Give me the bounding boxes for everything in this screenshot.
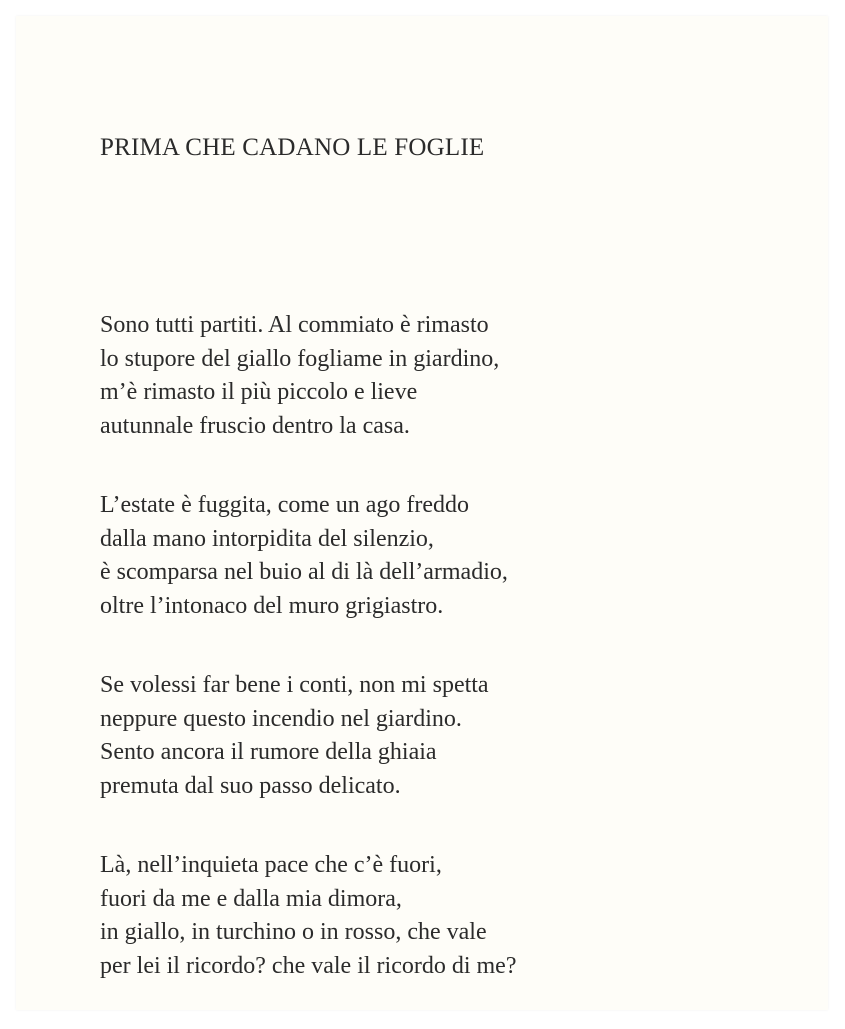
poem-line: premuta dal suo passo delicato. — [100, 772, 401, 799]
poem-line: L’estate è fuggita, come un ago freddo — [100, 492, 469, 518]
book-page — [16, 16, 828, 1010]
stanza-2 — [100, 489, 516, 623]
poem-title: PRIMA CHE CADANO LE FOGLIE — [100, 134, 485, 161]
poem-line: dalla mano intorpidita del silenzio, — [100, 525, 434, 552]
stanza-3 — [100, 669, 516, 803]
poem-line: in giallo, in turchino o in rosso, che vale — [100, 919, 487, 945]
poem-body — [100, 309, 516, 1029]
poem-line: Se volessi far bene i conti, non mi spetta — [100, 672, 489, 698]
poem-line: è scomparsa nel buio al di là dell’armadio, — [100, 559, 508, 585]
poem-line: lo stupore del giallo fogliame in giardino, — [100, 345, 500, 372]
poem-line: oltre l’intonaco del muro grigiastro. — [100, 592, 444, 619]
stanza-4 — [100, 849, 516, 983]
poem-line: fuori da me e dalla mia dimora, — [100, 885, 402, 912]
poem-line: neppure questo incendio nel giardino. — [100, 705, 462, 732]
poem-line: Sento ancora il rumore della ghiaia — [100, 739, 437, 765]
poem-line: m’è rimasto il più piccolo e lieve — [100, 379, 418, 405]
poem-line: autunnale fruscio dentro la casa. — [100, 412, 410, 439]
poem-line: per lei il ricordo? che vale il ricordo di me? — [100, 952, 517, 979]
poem-line: Là, nell’inquieta pace che c’è fuori, — [100, 852, 442, 878]
stanza-1 — [100, 309, 516, 443]
poem-line: Sono tutti partiti. Al commiato è rimasto — [100, 312, 489, 338]
